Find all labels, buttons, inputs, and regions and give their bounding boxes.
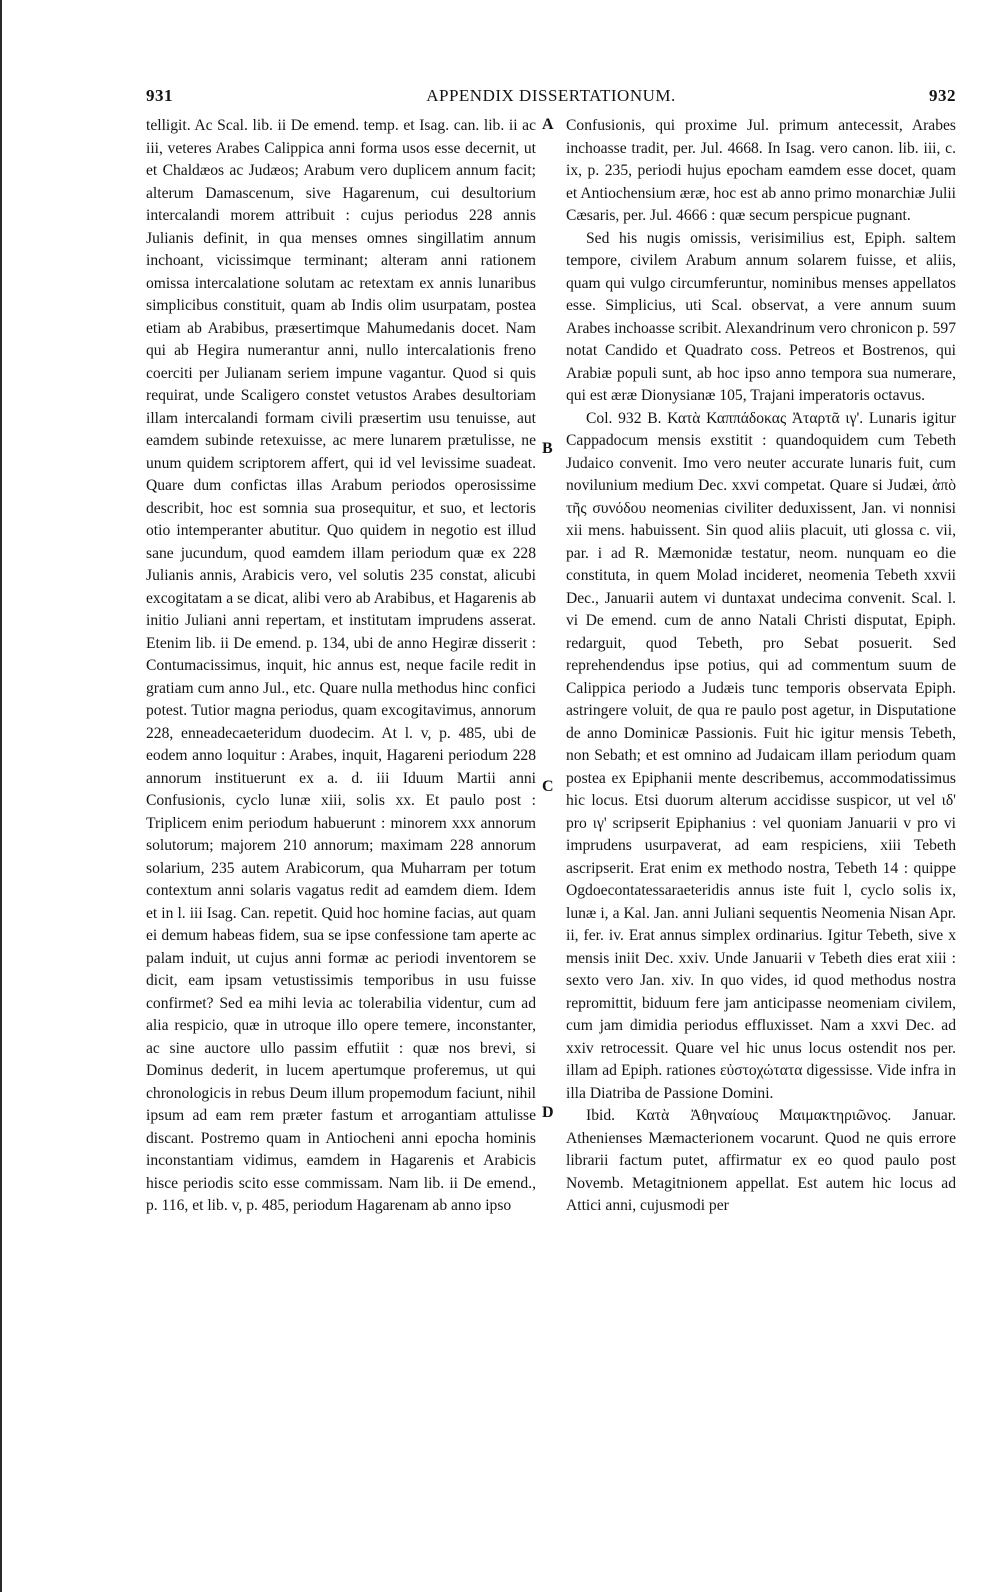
left-column (146, 115, 536, 1218)
right-paragraph: Confusionis, qui proxime Jul. primum antecessit, Arabes inchoasse tradit, per. Jul. 4668. In Isag. vero canon. lib. iii, c. ix, p. 235, periodi hujus epocham eamdem esse docet, quam et Antiochensium æræ, hoc est ab anno primo monarchiæ Julii Cæsaris, per. Jul. 4666 : quæ secum perspicue pugnant. (566, 117, 956, 224)
margin-marker-b: B (542, 440, 553, 457)
margin-marker-c: C (542, 778, 554, 795)
left-edge-rule (0, 0, 2, 1592)
right-paragraph: Col. 932 B. Κατὰ Καππάδοκας Ἀταρτᾶ ιγ'. Lunaris igitur Cappadocum mensis exstitit : quandoquidem cum Tebeth Judaico convenit. Imo vero neuter accurate lunaris fuit, cum novilunium medium Dec. xxvi competat. Quare si Judæi, ἀπὸ τῆς συνόδου neomenias civiliter deduxissent, Jan. vi nonnisi xii mens. habuissent. Sin quod aliis placuit, uti glossa c. vii, par. i ad R. Mæmonidæ testatur, neom. nunquam eo die constituta, in quem Molad incideret, neomenia Tebeth xxvii Dec., Januarii autem vi duntaxat undecima convenit. Scal. l. vi De emend. cum de anno Natali Christi disputat, Epiph. redarguit, quod Tebeth, pro Sebat posuerit. Sed reprehendendus ipse potius, qui ad commentum suum de Calippica periodo a Judæis tunc temporis observata Epiph. astringere voluit, de qua re paulo post agetur, in Disputatione de anno Dominicæ Passionis. Fuit hic igitur mensis Tebeth, non Sebath; et est omnino ad Judaicam illam periodum quam postea ex Epiphanii mente describemus, accommodatissimus hic locus. Etsi duorum alterum accidisse suspicor, ut vel ιδ' pro ιγ' scripserit Epiphanius : vel quoniam Januarii v pro vi imprudens usurpaverat, ad eam respiciens, xiii Tebeth ascripserit. Erat enim ex methodo nostra, Tebeth 14 : quippe Ogdoecontatessaraeteridis annus iste fuit l, cyclo solis ix, lunæ i, a Kal. Jan. anni Juliani sequentis Neomenia Nisan Apr. ii, fer. iv. Erat annus simplex ordinarius. Igitur Tebeth, sive x mensis iniit Dec. xxiv. Unde Januarii v Tebeth dies erat xiii : sexto vero Jan. xiv. In quo vides, id quod methodus nostra repromittit, biduum fere jam anticipasse neomeniam civilem, cum jam dimidia periodus effluxisset. Nam a xxvi Dec. ad xxiv retrocessit. Quare vel hic unus locus ostendit nos per. illam ad Epiph. rationes εὐστοχώτατα digessisse. Vide infra in illa Diatriba de Passione Domini. (566, 409, 956, 1102)
right-column (566, 115, 956, 1218)
margin-marker-d: D (542, 1104, 554, 1121)
running-header (146, 86, 956, 112)
running-title: APPENDIX DISSERTATIONUM. (426, 86, 676, 105)
page-number-right: 932 (929, 86, 956, 105)
right-paragraph: Ibid. Κατὰ Ἀθηναίους Μαιμακτηριῶνος. Januar. Athenienses Mæmacterionem vocarunt. Quod ne quis errore librarii factum putet, affirmatur ex eo quod paulo post Novemb. Metagitnionem appellat. Est autem hic locus ad Attici anni, cujusmodi per (566, 1107, 956, 1214)
margin-marker-a: A (542, 116, 554, 133)
page-number-left: 931 (146, 86, 173, 105)
right-paragraph: Sed his nugis omissis, verisimilius est, Epiph. saltem tempore, civilem Arabum annum solarem fuisse, et aliis, quam qui vulgo circumferuntur, nominibus menses appellatos esse. Simplicius, uti Scal. observat, a vere annum suum Arabes inchoasse scribit. Alexandrinum vero chronicon p. 597 notat Candido et Quadrato coss. Petreos et Bostrenos, qui Arabiæ populi sunt, ab hoc ipso anno tempora sua numerare, qui est æræ Dionysianæ 105, Trajani imperatoris octavus. (566, 229, 956, 404)
left-paragraph: telligit. Ac Scal. lib. ii De emend. temp. et Isag. can. lib. ii ac iii, veteres Arabes Calippica anni forma usos esse decernit, ut et Chaldæos ac Judæos; Arabum vero duplicem annum facit; alterum Damascenum, sive Hagarenum, cui desultorium intercalandi morem attribuit : cujus periodus 228 annis Julianis definit, in qua menses omnes singillatim annum inchoant, vicissimque terminant; alteram anni rationem omissa intercalatione solutam ac retextam ex annis lunaribus simplicibus constituit, quam ab Indis olim usurpatam, postea etiam ab Arabibus, præsertimque Mahumedanis docet. Nam qui ab Hegira numerantur anni, nullo intercalationis freno coerciti per Julianam seriem impune vagantur. Quod si quis requirat, unde Scaligero constet vetustos Arabes desultoriam illam intercalandi formam civili præsertim usu tenuisse, aut eamdem subinde retexuisse, ac mere lunarem prætulisse, ne unum quidem scriptorem affert, qui id vel levissime suadeat. Quare dum confictas illas Arabum periodos operosissime describit, hoc est somnia sua prosequitur, et suo, et lectoris otio intemperanter abutitur. Quo quidem in negotio est illud sane jucundum, quod eamdem illam periodum quæ ex 228 Julianis annis, Arabicis vero, vel solutis 235 constat, alicubi excogitatam a se dicat, alibi vero ab Arabibus, et Hagarenis ab initio Juliani anni repertam, et institutam imprudens asserat. Etenim lib. ii De emend. p. 134, ubi de anno Hegiræ disserit : Contumacissimus, inquit, hic annus est, neque facile redit in gratiam cum anno Jul., etc. Quare nulla methodus hinc confici potest. Tutior magna periodus, quam excogitavimus, annorum 228, enneadecaeteridum duodecim. At l. v, p. 485, ubi de eodem anno loquitur : Arabes, inquit, Hagareni periodum 228 annorum instituerunt ex a. d. iii Iduum Martii anni Confusionis, cyclo lunæ xiii, solis xx. Et paulo post : Triplicem enim periodum habuerunt : minorem xxx annorum solutorum; majorem 210 annorum; maximam 228 annorum solarium, 235 autem Arabicorum, qua Muharram per totum contextum anni solaris vagatus redit ad eamdem diem. Idem et in l. iii Isag. Can. repetit. Quid hoc homine facias, aut quam ei demum habeas fidem, sua se ipse confessione tam aperte ac palam induit, ut cujus anni formæ ac periodi inventorem se dicit, eam ipsam vetustissimis temporibus in usu fuisse confirmet? Sed ea mihi levia ac tolerabilia videntur, cum ad alia respicio, quæ in utroque illo opere temere, inconstanter, ac sine auctore ullo passim effutiit : quæ nos brevi, si Dominus dederit, in lucem apertumque proferemus, ut qui chronologicis in rebus Deum illum propemodum faciunt, nihil ipsum ad eam rem præter fastum et arrogantiam attulisse discant. Postremo quam in Antiocheni anni epocha hominis inconstantiam vidimus, eamdem in Hagarenis et Arabicis hisce periodis scito esse commissam. Nam lib. ii De emend., p. 116, et lib. v, p. 485, periodum Hagarenam ab anno ipso (146, 117, 536, 1214)
